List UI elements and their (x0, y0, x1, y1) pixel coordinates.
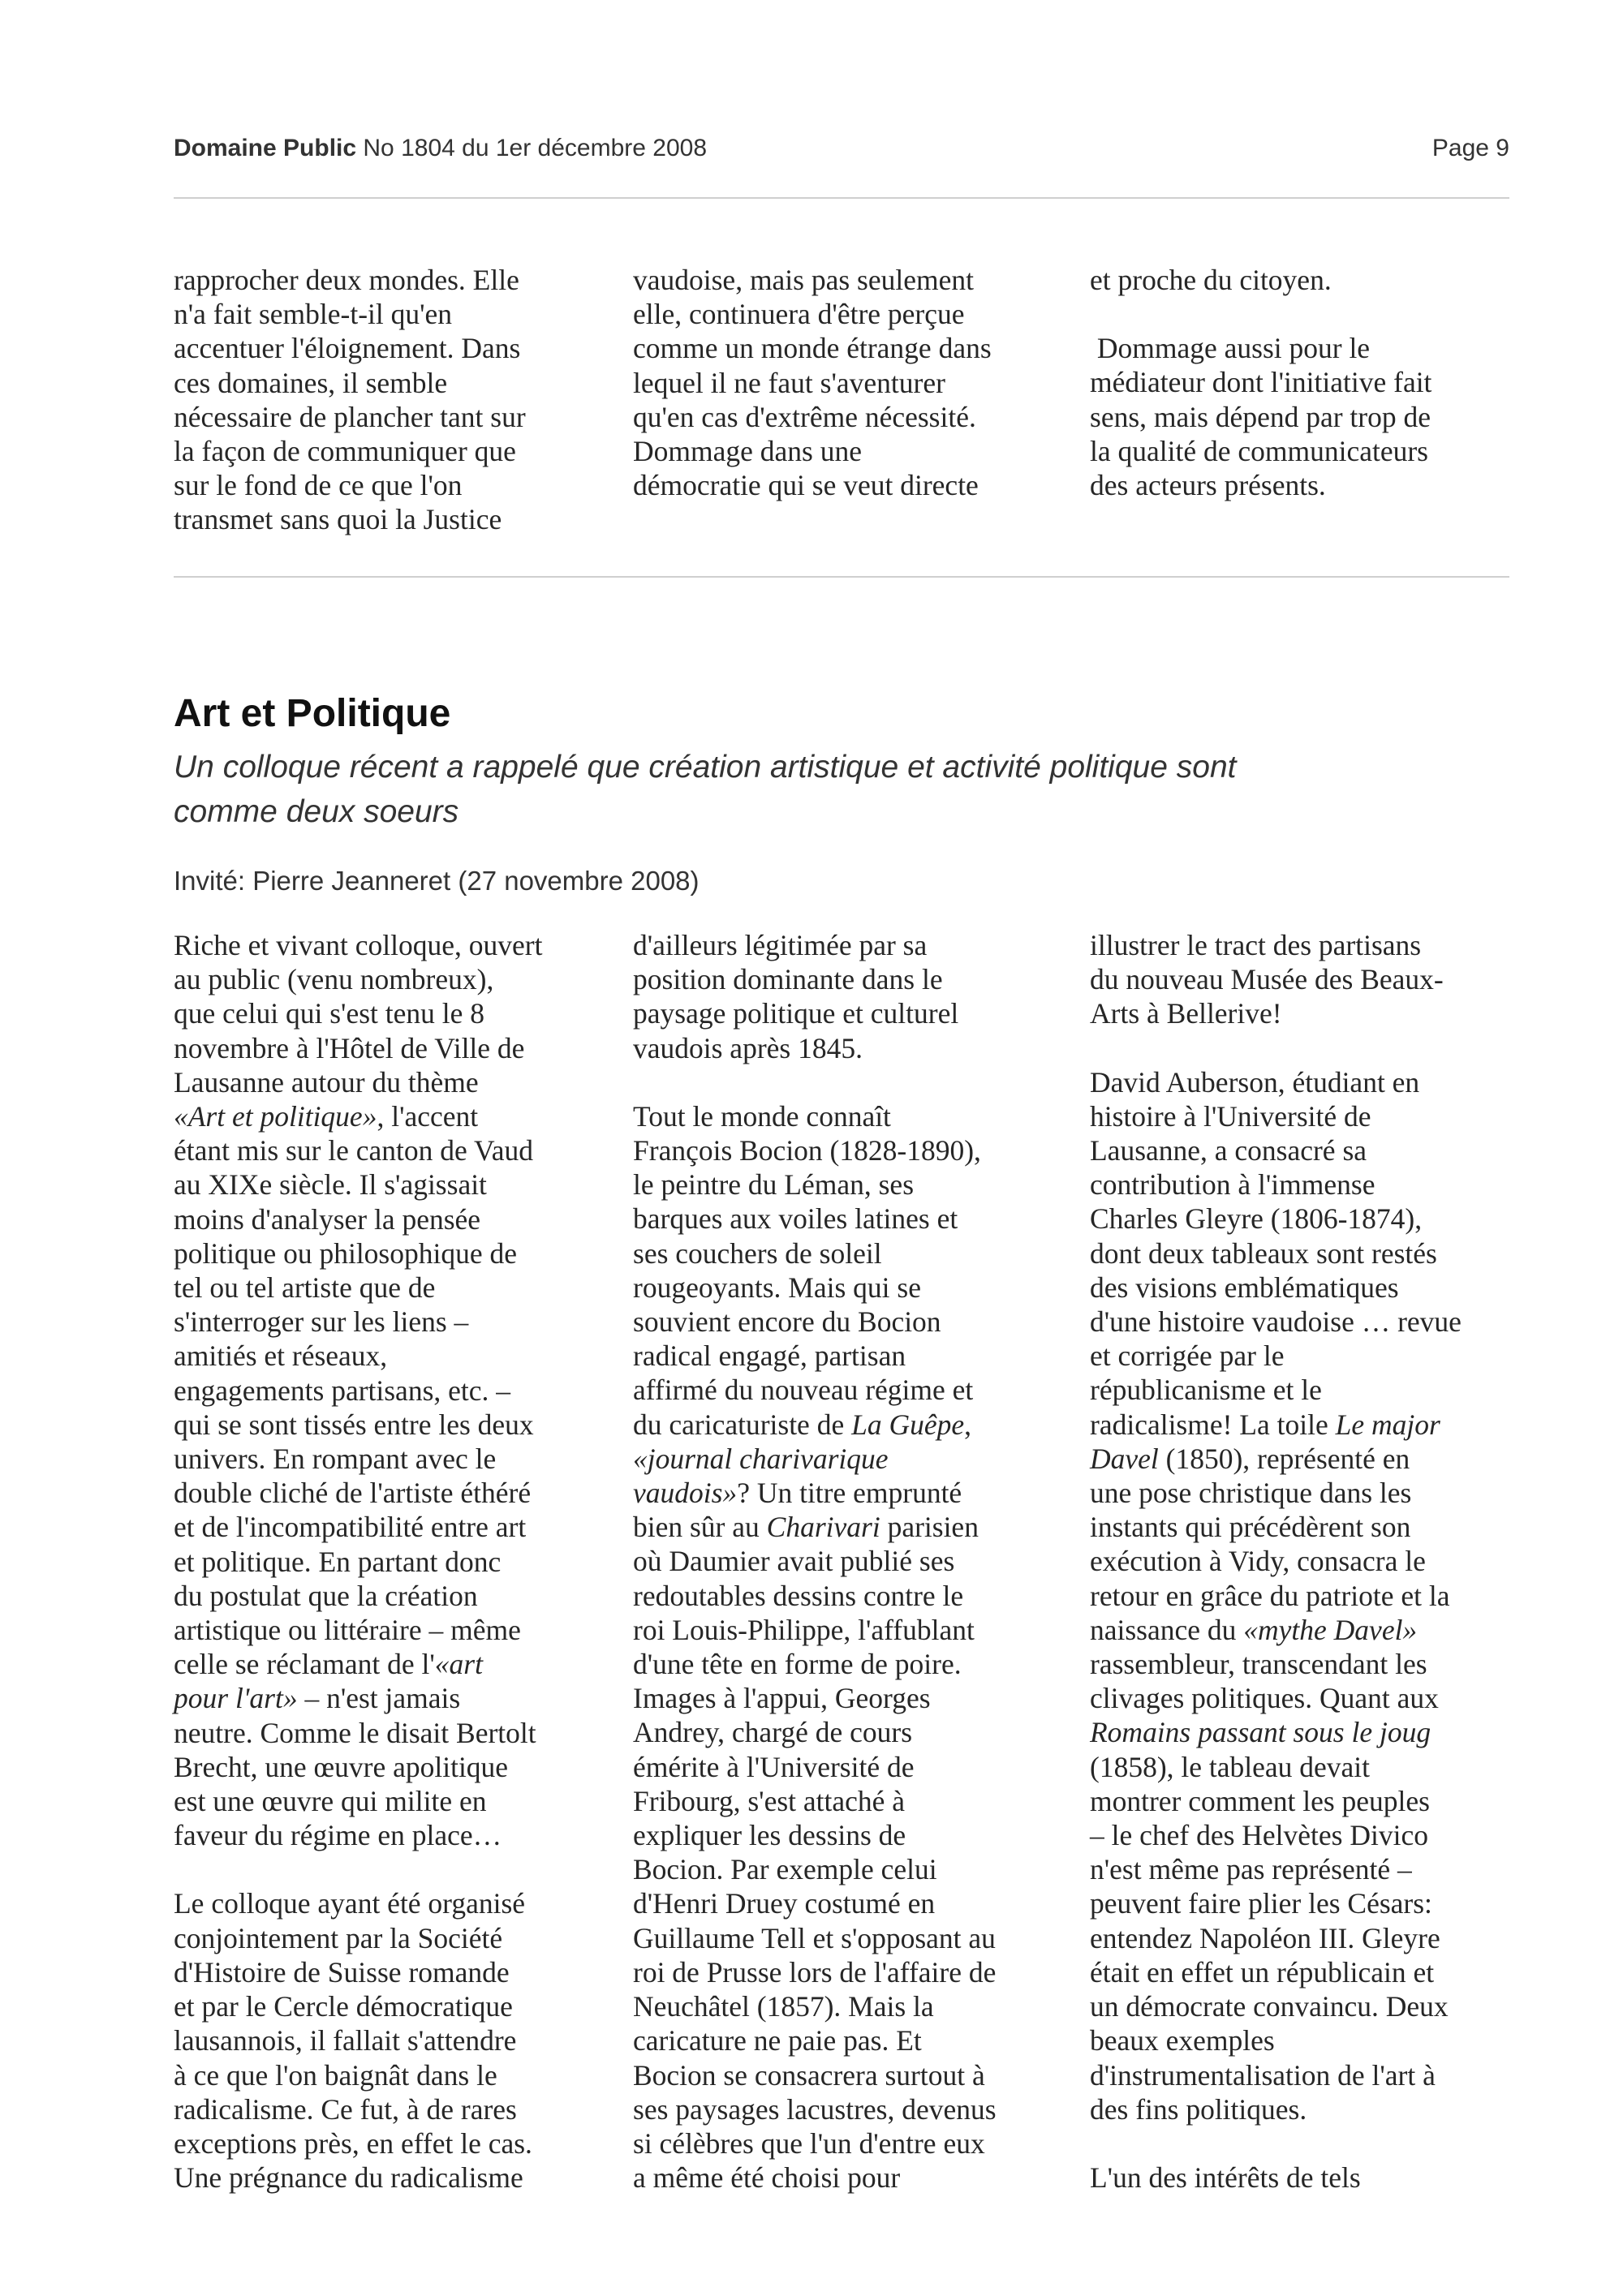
article-paragraph: Riche et vivant colloque, ouvert au public (venu nombreux), que celui qui s'est tenu le 8 novembre à l'Hôtel de Ville de Lausanne autour du thème «Art et politique», l'accent étant mis sur le canton de Vaud au XIXe siècle. Il s'agissait moins d'analyser la pensée politique ou philosophique de tel ou tel artiste que de s'interroger sur les liens – amitiés et réseaux, engagements partisans, etc. – qui se sont tissés entre les deux univers. En rompant avec le double cliché de l'artiste éthéré et de l'incompatibilité entre art et politique. En partant donc du postulat que la création artistique ou littéraire – même celle se réclamant de l'«art pour l'art» – n'est jamais neutre. Comme le disait Bertolt Brecht, une œuvre apolitique est une œuvre qui milite en faveur du régime en place… (174, 929, 543, 1852)
prev-paragraph: Dommage aussi pour le médiateur dont l'initiative fait sens, mais dépend par trop de la qualité de communicateurs des acteurs présents. (1090, 332, 1432, 502)
prev-article-column-1 (174, 263, 596, 537)
article-subtitle: Un colloque récent a rappelé que création artistique et activité politique sont comme deux soeurs (174, 750, 1237, 829)
article-divider (174, 576, 1509, 578)
article-paragraph: David Auberson, étudiant en histoire à l'Université de Lausanne, a consacré sa contribution à l'immense Charles Gleyre (1806-1874), dont deux tableaux sont restés des visions emblématiques d'une histoire vaudoise … revue et corrigée par le républicanisme et le radicalisme! La toile Le major Davel (1850), représenté en une pose christique dans les instants qui précédèrent son exécution à Vidy, consacra le retour en grâce du patriote et la naissance du «mythe Davel» rassembleur, transcendant les clivages politiques. Quant aux Romains passant sous le joug (1858), le tableau devait montrer comment les peuples – le chef des Helvètes Divico n'est même pas représenté – peuvent faire plier les Césars: entendez Napoléon III. Gleyre était en effet un républicain et un démocrate convaincu. Deux beaux exemples d'instrumentalisation de l'art à des fins politiques. (1090, 1065, 1462, 2126)
article-title: Art et Politique (174, 692, 451, 735)
article-paragraph: illustrer le tract des partisans du nouveau Musée des Beaux- Arts à Bellerive! (1090, 929, 1444, 1030)
prev-article-column-2 (633, 263, 1055, 502)
prev-paragraph: vaudoise, mais pas seulement elle, continuera d'être perçue comme un monde étrange dans lequel il ne faut s'aventurer qu'en cas d'extrême nécessité. Dommage dans une démocratie qui se veut directe (633, 264, 992, 502)
prev-paragraph: et proche du citoyen. (1090, 264, 1332, 296)
publication-name: Domaine Public (174, 135, 357, 161)
article-column-3 (1090, 928, 1512, 2195)
article-byline: Invité: Pierre Jeanneret (27 novembre 2008) (174, 866, 700, 896)
issue-info: No 1804 du 1er décembre 2008 (363, 135, 708, 161)
page-header (174, 135, 1509, 167)
article-paragraph: Tout le monde connaît François Bocion (1828-1890), le peintre du Léman, ses barques aux voiles latines et ses couchers de soleil rougeoyants. Mais qui se souvient encore du Bocion radical engagé, partisan affirmé du nouveau régime et du caricaturiste de La Guêpe, «journal charivarique vaudois»? Un titre emprunté bien sûr au Charivari parisien où Daumier avait publié ses redoutables dessins contre le roi Louis-Philippe, l'affublant d'une tête en forme de poire. Images à l'appui, Georges Andrey, chargé de cours émérite à l'Université de Fribourg, s'est attaché à expliquer les dessins de Bocion. Par exemple celui d'Henri Druey costumé en Guillaume Tell et s'opposant au roi de Prusse lors de l'affaire de Neuchâtel (1857). Mais la caricature ne paie pas. Et Bocion se consacrera surtout à ses paysages lacustres, devenus si célèbres que l'un d'entre eux a même été choisi pour (633, 1099, 997, 2195)
prev-paragraph: rapprocher deux mondes. Elle n'a fait semble-t-il qu'en accentuer l'éloignement. Dans ces domaines, il semble nécessaire de plancher tant sur la façon de communiquer que sur le fond de ce que l'on transmet sans quoi la Justice (174, 264, 526, 536)
article-column-1 (174, 928, 596, 2195)
page-number: Page 9 (1431, 135, 1509, 161)
article-column-2 (633, 928, 1055, 2195)
article-paragraph: L'un des intérêts de tels (1090, 2161, 1361, 2194)
article-paragraph: d'ailleurs légitimée par sa position dominante dans le paysage politique et culturel vaudois après 1845. (633, 929, 959, 1064)
header-divider (174, 197, 1509, 199)
article-paragraph: Le colloque ayant été organisé conjointement par la Société d'Histoire de Suisse romande et par le Cercle démocratique lausannois, il fallait s'attendre à ce que l'on baignât dans le radicalisme. Ce fut, à de rares exceptions près, en effet le cas. Une prégnance du radicalisme (174, 1887, 532, 2195)
prev-article-column-3 (1090, 263, 1512, 502)
